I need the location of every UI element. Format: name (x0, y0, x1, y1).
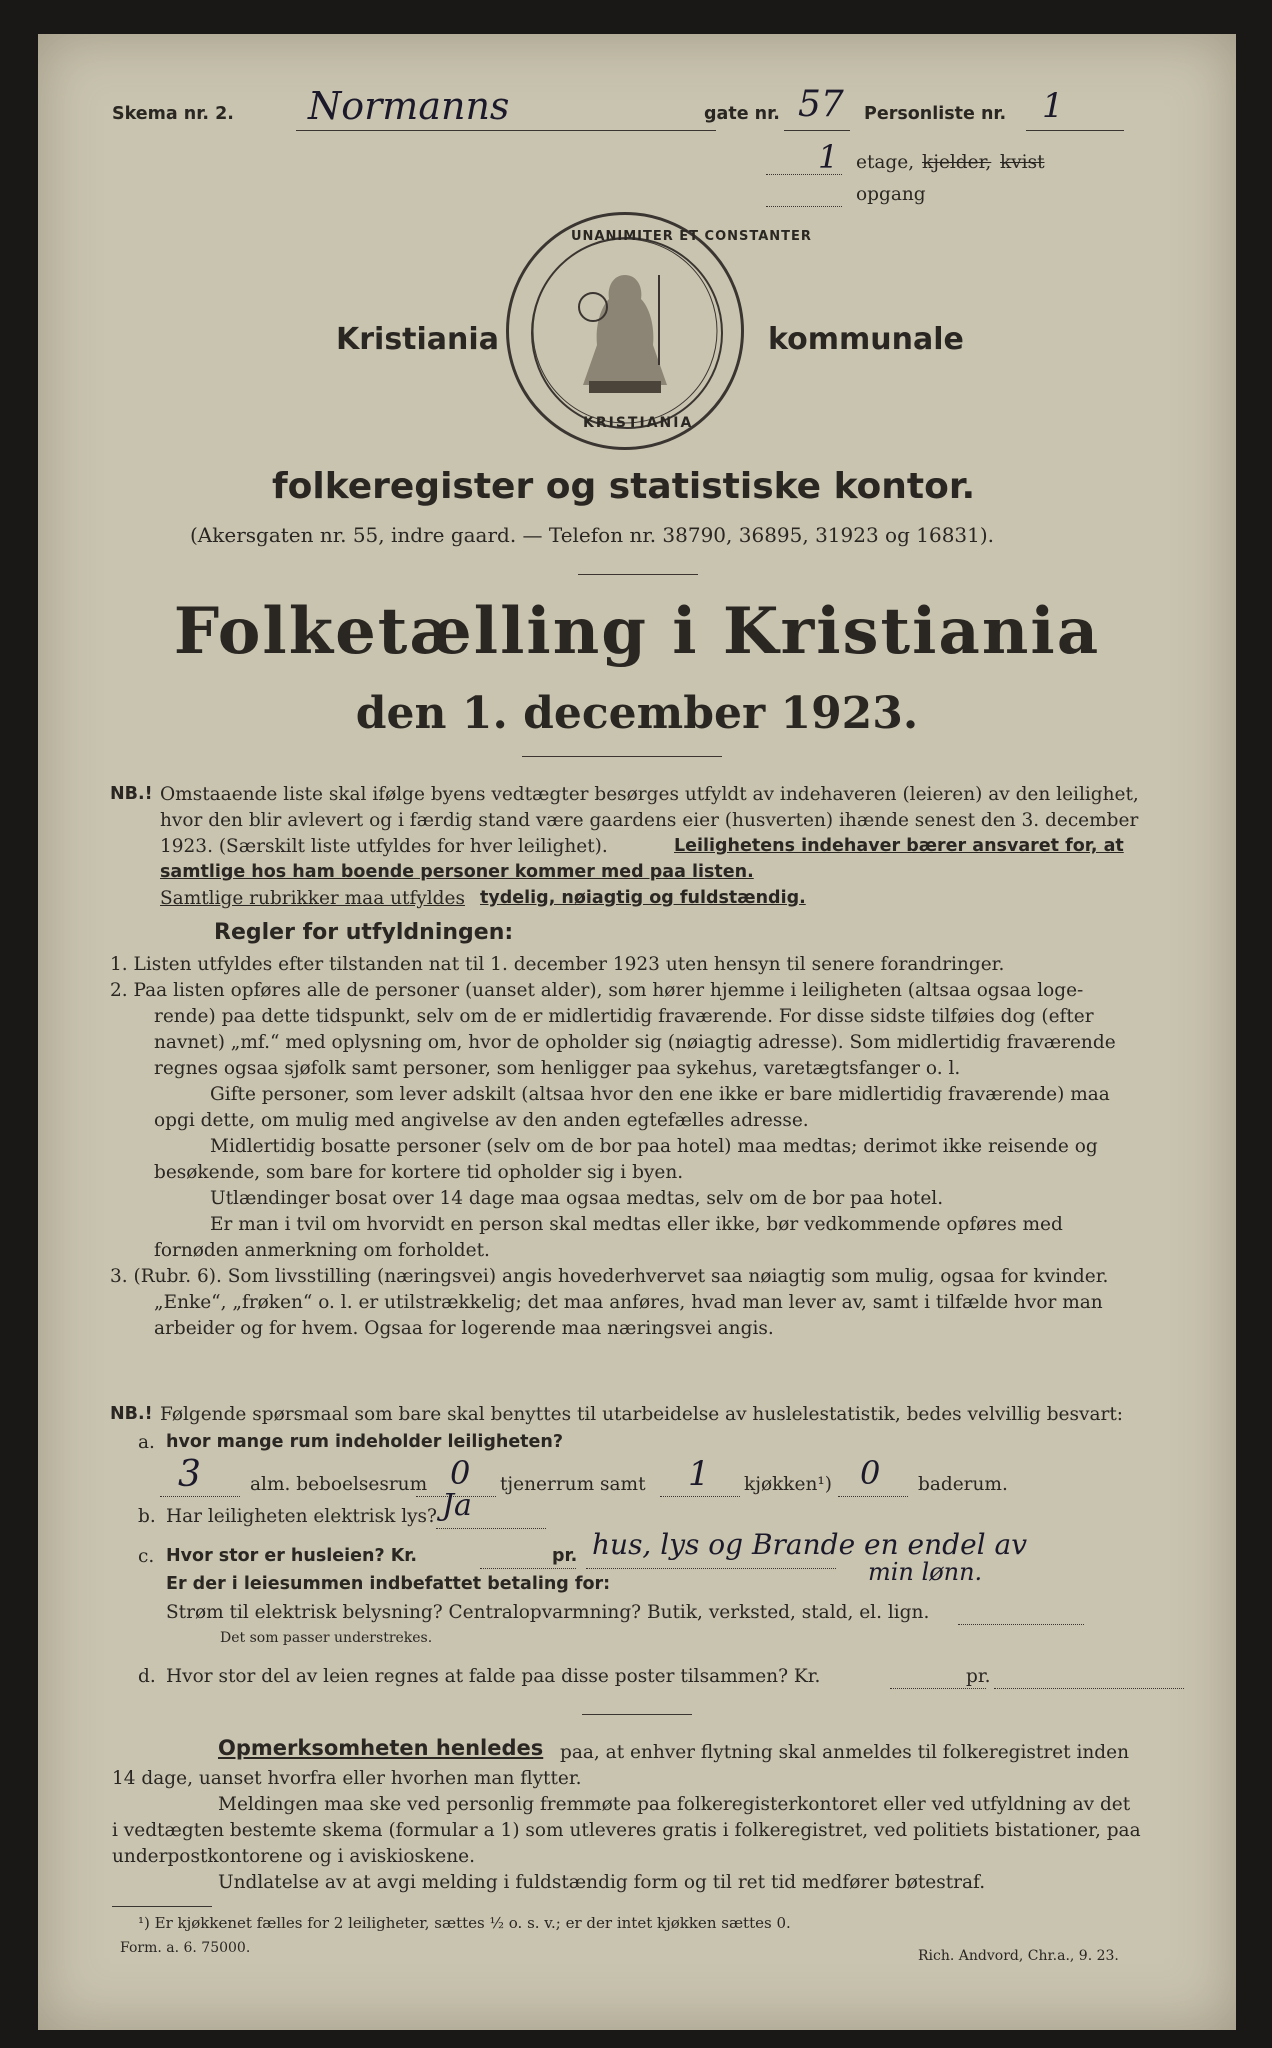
rooms-label: alm. beboelsesrum (250, 1474, 428, 1495)
rule-line: navnet) „mf.“ med oplysning om, hvor de opholder sig (nøiagtig adresse). Som midlertidig fraværende (154, 1032, 1116, 1053)
q-b-label: b. (138, 1506, 156, 1527)
divider-title (522, 756, 722, 757)
q-c-label: c. (138, 1546, 155, 1567)
gate-line (784, 130, 850, 131)
c-answer-handwritten-2: min lønn. (868, 1558, 983, 1586)
form-number: Form. a. 6. 75000. (120, 1940, 251, 1956)
street-name-handwritten: Normanns (308, 84, 510, 128)
seal-motto: UNANIMITER ET CONSTANTER (571, 229, 812, 244)
skema-number: Skema nr. 2. (112, 104, 234, 124)
q-d-question: Hvor stor del av leien regnes at falde paa disse poster tilsammen? Kr. (166, 1666, 821, 1687)
rooms-handwritten: 3 (178, 1454, 201, 1495)
page-subtitle: den 1. december 1923. (355, 688, 919, 739)
rule-line: Gifte personer, som lever adskilt (altsaa hvor den ene ikke er bare midlertidig fraværende) maa (210, 1084, 1110, 1105)
q-c-pr: pr. (552, 1546, 578, 1566)
nb1-label: NB.! (110, 784, 153, 804)
etage-line (766, 174, 842, 175)
kvist-label: kvist (1000, 152, 1045, 173)
notice-line-4: i vedtægten bestemte skema (formular a 1) som utleveres gratis i folkeregistret, ved politiets bistationer, paa (112, 1820, 1141, 1841)
c-answer-handwritten: hus, lys og Brande en endel av (592, 1528, 1028, 1561)
footnote-rule (112, 1906, 212, 1907)
seal-city: KRISTIANIA (583, 415, 694, 431)
kitchen-line (660, 1496, 740, 1497)
opgang-line (766, 206, 842, 207)
rooms-line (160, 1496, 240, 1497)
notice-line-2: 14 dage, uanset hvorfra eller hvorhen man flytter. (112, 1768, 582, 1789)
c-items-line (958, 1624, 1084, 1625)
census-form-sheet (38, 34, 1236, 2030)
personliste-label: Personliste nr. (864, 104, 1007, 124)
rule-line: Utlændinger bosat over 14 dage maa ogsaa medtas, selv om de bor paa hotel. (210, 1188, 944, 1209)
kjelder-label: kjelder, (922, 152, 992, 173)
notice-line-5: underpostkontorene og i aviskioskene. (112, 1846, 475, 1867)
rule-line: regnes ogsaa sjøfolk samt personer, som henligger paa sykehus, varetægtsfanger o. l. (154, 1058, 961, 1079)
office-address: (Akersgaten nr. 55, indre gaard. — Telefon nr. 38790, 36895, 31923 og 16831). (190, 523, 995, 547)
nb1-line-2: hvor den blir avlevert og i færdig stand være gaardens eier (husverten) ihænde senest den 3. december (160, 810, 1139, 831)
rule-line: 3. (Rubr. 6). Som livsstilling (næringsvei) angis hovederhvervet saa nøiagtig som mulig, ogsaa for kvinder. (110, 1266, 1109, 1287)
office-right-word: kommunale (768, 322, 964, 357)
printer-imprint: Rich. Andvord, Chr.a., 9. 23. (918, 1948, 1119, 1964)
b-answer-line (436, 1528, 546, 1529)
rule-line: 1. Listen utfyldes efter tilstanden nat til 1. december 1923 uten hensyn til senere forandringer. (110, 954, 1005, 975)
page-title: Folketælling i Kristiania (173, 594, 1101, 669)
kitchen-handwritten: 1 (688, 1454, 710, 1494)
notice-line-6: Undlatelse av at avgi melding i fuldstændig form og til ret tid medfører bøtestraf. (218, 1872, 986, 1893)
divider-top (578, 574, 698, 575)
rule-line: rende) paa dette tidspunkt, selv om de er midlertidig fraværende. For disse sidste tilføies dog (efter (154, 1006, 1094, 1027)
rule-line: fornøden anmerkning om forholdet. (154, 1240, 490, 1261)
rules-list (110, 952, 1190, 1342)
c-pr-line (586, 1568, 836, 1569)
servant-label: tjenerrum samt (500, 1474, 646, 1495)
rule-line: besøkende, som bare for kortere tid opholder sig i byen. (154, 1162, 684, 1183)
nb1-responsibility: Leilighetens indehaver bærer ansvaret for, at (674, 836, 1124, 856)
notice-heading: Opmerksomheten henledes (218, 1736, 544, 1760)
b-answer-handwritten: Ja (442, 1488, 472, 1523)
nb2-intro: Følgende spørsmaal som bare skal benyttes til utarbeidelse av huslelestatistik, bedes velvillig besvart: (160, 1404, 1123, 1425)
q-d-label: d. (138, 1666, 156, 1687)
nb1-line-5: Samtlige rubrikker maa utfyldes (160, 888, 465, 909)
bath-label: baderum. (918, 1474, 1008, 1495)
nb2-label: NB.! (110, 1404, 153, 1424)
rule-line: opgi dette, om mulig med angivelse av den anden egtefælles adresse. (154, 1110, 809, 1131)
divider-bottom (582, 1714, 692, 1715)
rule-line: Midlertidig bosatte personer (selv om de bor paa hotel) maa medtas; derimot ikke reisende og (210, 1136, 1098, 1157)
nb1-line-1: Omstaaende liste skal ifølge byens vedtægter besørges utfyldt av indehaveren (leieren) av den leilighet, (160, 784, 1139, 805)
notice-line-1: paa, at enhver flytning skal anmeldes til folkeregistret inden (560, 1742, 1129, 1763)
nb1-line-5-bold: tydelig, nøiagtig og fuldstændig. (480, 888, 806, 908)
kitchen-label: kjøkken¹) (744, 1474, 833, 1495)
rule-line: arbeider og for hvem. Ogsaa for logerende maa næringsvei angis. (154, 1318, 774, 1339)
etage-label: etage, (856, 152, 915, 173)
gate-number-handwritten: 57 (798, 84, 844, 125)
personliste-number-handwritten: 1 (1042, 86, 1064, 126)
opgang-label: opgang (856, 184, 926, 205)
gate-label: gate nr. (704, 104, 780, 124)
d-pr-line (994, 1688, 1184, 1689)
c-note: Det som passer understrekes. (220, 1630, 433, 1646)
rule-line: Er man i tvil om hvorvidt en person skal medtas eller ikke, bør vedkommende opføres med (210, 1214, 1063, 1235)
c-sub-question: Er der i leiesummen indbefattet betaling for: (166, 1574, 611, 1594)
personliste-line (1026, 130, 1124, 131)
office-left-word: Kristiania (336, 322, 499, 357)
bath-line (838, 1496, 908, 1497)
etage-handwritten: 1 (818, 138, 839, 176)
q-c-question: Hvor stor er husleien? Kr. (166, 1546, 418, 1566)
c-items: Strøm til elektrisk belysning? Centralopvarmning? Butik, verksted, stald, el. lign. (166, 1602, 930, 1623)
street-line (296, 130, 716, 131)
servant-handwritten: 0 (450, 1454, 471, 1492)
seal-figure-icon (509, 215, 741, 447)
q-d-pr: pr. (966, 1666, 991, 1687)
bath-handwritten: 0 (860, 1454, 881, 1492)
q-a-label: a. (138, 1432, 155, 1453)
rule-line: „Enke“, „frøken“ o. l. er utilstrækkelig; det maa anføres, hvad man lever av, samt i tilfælde hvor man (154, 1292, 1103, 1313)
rules-heading: Regler for utfyldningen: (214, 920, 514, 945)
notice-line-3: Meldingen maa ske ved personlig fremmøte paa folkeregisterkontoret eller ved utfyldning av det (218, 1794, 1131, 1815)
footnote: ¹) Er kjøkkenet fælles for 2 leiligheter, sættes ½ o. s. v.; er der intet kjøkken sættes 0. (138, 1914, 791, 1932)
office-name: folkeregister og statistiske kontor. (272, 466, 976, 507)
c-kr-line (480, 1568, 576, 1569)
city-seal (506, 212, 812, 450)
rule-line: 2. Paa listen opføres alle de personer (uanset alder), som hører hjemme i leiligheten (altsaa ogsaa loge- (110, 980, 1084, 1001)
q-a-question: hvor mange rum indeholder leiligheten? (166, 1432, 564, 1452)
q-b-question: Har leiligheten elektrisk lys? (166, 1506, 437, 1527)
nb1-line-4: samtlige hos ham boende personer kommer med paa listen. (160, 862, 754, 882)
nb1-line-3: 1923. (Særskilt liste utfyldes for hver leilighet). (160, 836, 608, 857)
